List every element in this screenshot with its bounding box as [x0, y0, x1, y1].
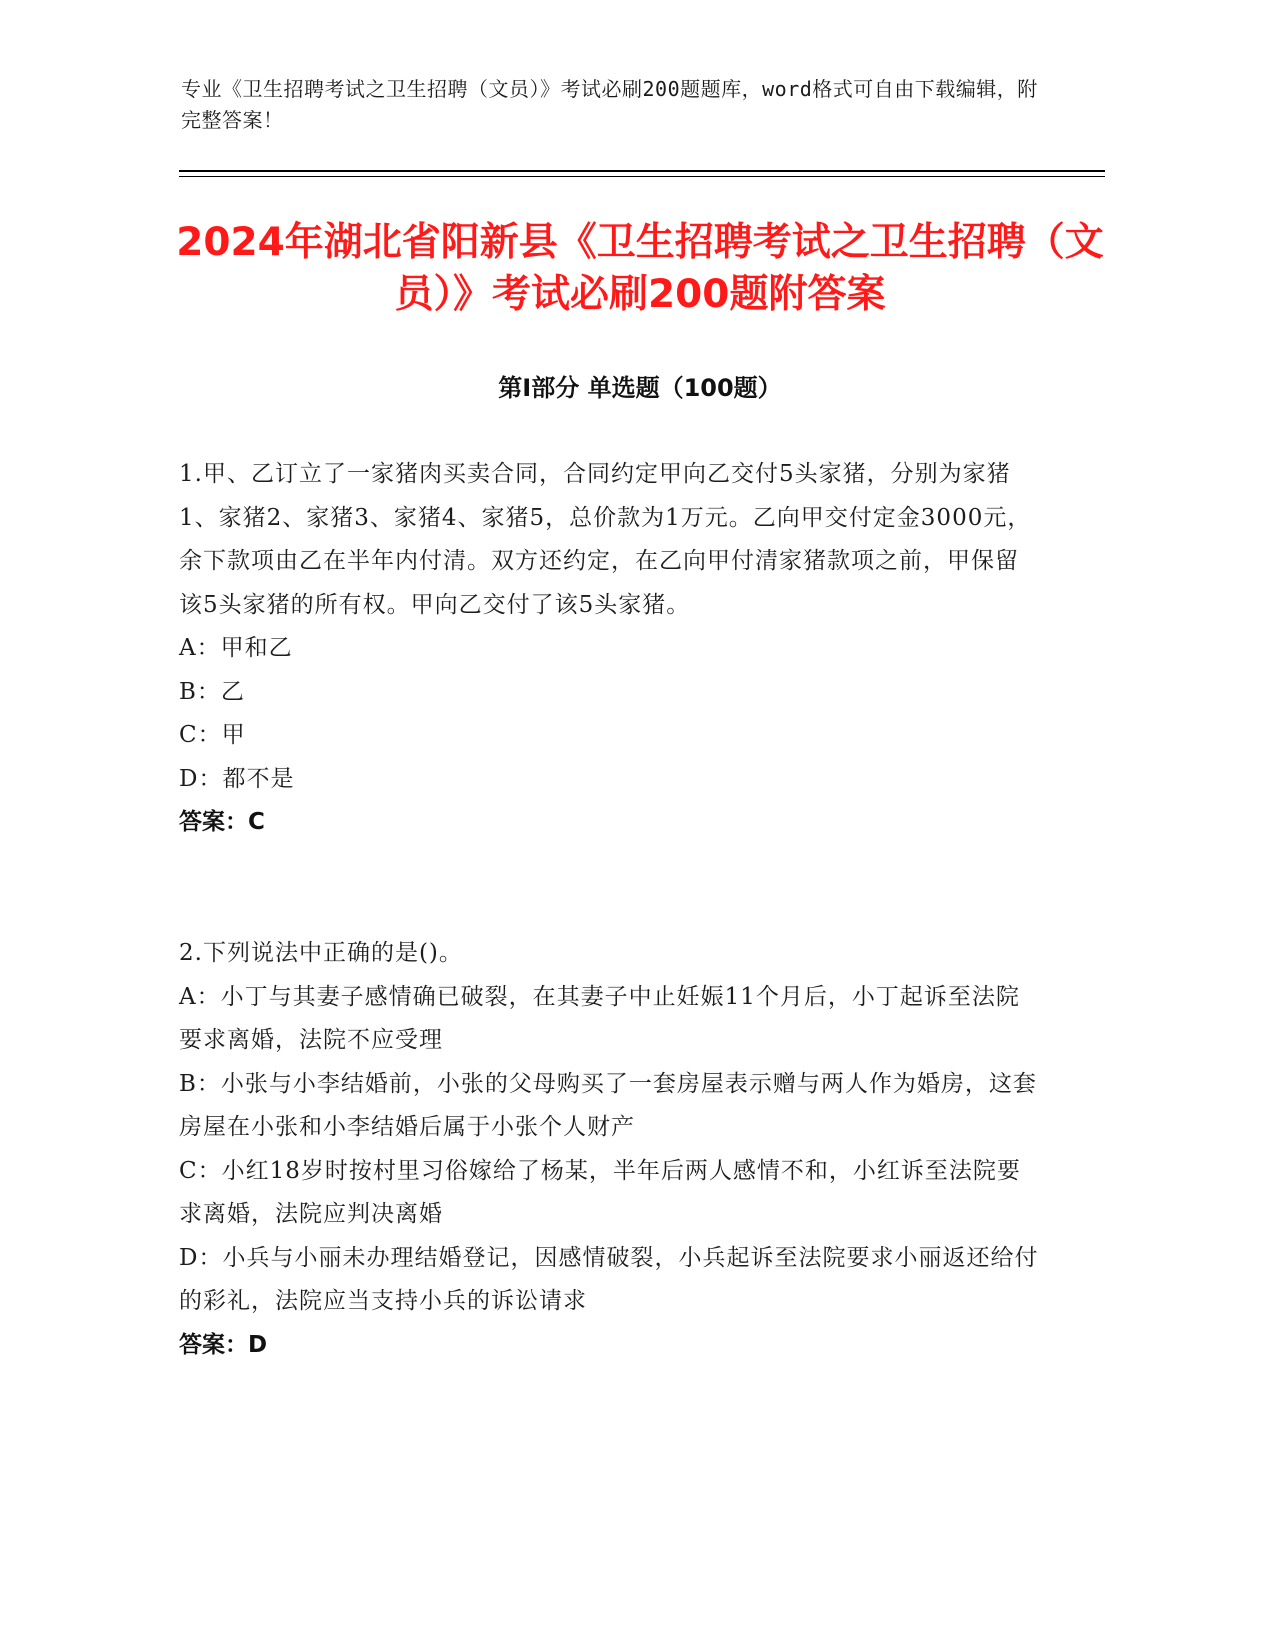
- question-1: [179, 453, 1039, 845]
- answer: 答案：C: [179, 809, 265, 835]
- option-d: D：小兵与小丽未办理结婚登记，因感情破裂，小兵起诉至法院要求小丽返还给付的彩礼，法院应当支持小兵的诉讼请求: [179, 1244, 1039, 1314]
- document-title: 2024年湖北省阳新县《卫生招聘考试之卫生招聘（文员）》考试必刷200题附答案: [176, 220, 1104, 317]
- question-stem: 1.甲、乙订立了一家猪肉买卖合同，合同约定甲向乙交付5头家猪，分别为家猪1、家猪2、家猪3、家猪4、家猪5，总价款为1万元。乙向甲交付定金3000元，余下款项由乙在半年内付清。双方还约定，在乙向甲付清家猪款项之前，甲保留该5头家猪的所有权。甲向乙交付了该5头家猪。: [179, 461, 1032, 618]
- option-b: B：乙: [179, 678, 245, 705]
- question-2: [179, 932, 1039, 1367]
- option-c: C：小红18岁时按村里习俗嫁给了杨某，半年后两人感情不和，小红诉至法院要求离婚，法院应判决离婚: [179, 1157, 1021, 1227]
- option-b: B：小张与小李结婚前，小张的父母购买了一套房屋表示赠与两人作为婚房，这套房屋在小张和小李结婚后属于小张个人财产: [179, 1070, 1037, 1140]
- header-divider-thick: [179, 170, 1105, 172]
- answer: 答案：D: [179, 1331, 268, 1358]
- option-d: D：都不是: [179, 765, 295, 792]
- header-note: 专业《卫生招聘考试之卫生招聘（文员）》考试必刷200题题库，word格式可自由下载编辑，附完整答案！: [181, 77, 1038, 132]
- option-a: A：小丁与其妻子感情确已破裂，在其妻子中止妊娠11个月后，小丁起诉至法院要求离婚，法院不应受理: [179, 983, 1020, 1053]
- question-stem: 2.下列说法中正确的是()。: [179, 940, 463, 966]
- section-title: 第Ⅰ部分 单选题（100题）: [498, 374, 782, 402]
- option-c: C：甲: [179, 722, 246, 748]
- header-divider-thin: [179, 176, 1105, 177]
- option-a: A：甲和乙: [179, 635, 293, 661]
